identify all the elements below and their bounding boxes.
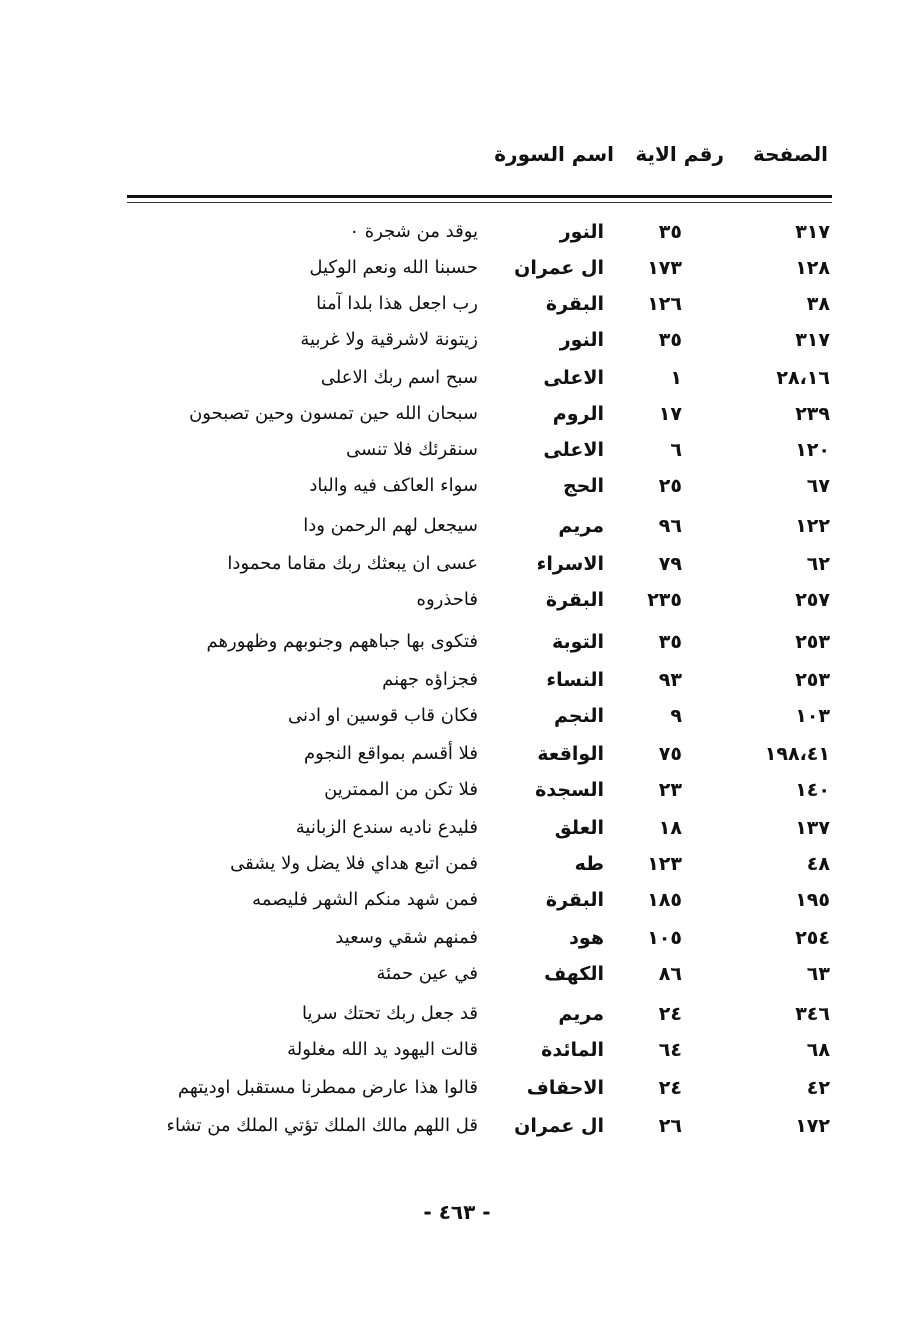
ayah-number-cell: ٧٥: [658, 743, 682, 765]
page-number-cell: ٦٣: [806, 963, 830, 985]
verse-text-cell: فكان قاب قوسين او ادنى: [287, 705, 478, 726]
surah-name-cell: الاعلى: [543, 367, 604, 389]
surah-name-cell: هود: [569, 927, 604, 949]
surah-name-cell: الاحقاف: [526, 1077, 604, 1099]
page-number-cell: ١٩٥: [795, 889, 830, 911]
ayah-number-cell: ٣٥: [658, 631, 682, 653]
verse-text-cell: قالوا هذا عارض ممطرنا مستقبل اوديتهم: [177, 1077, 478, 1098]
verse-text-cell: سنقرئك فلا تنسى: [345, 439, 478, 460]
ayah-number-cell: ٢٤: [658, 1003, 682, 1025]
surah-name-cell: طه: [574, 853, 604, 875]
table-row: [0, 508, 914, 544]
table-row: [0, 582, 914, 618]
page-number: - ٤٦٣ -: [423, 1200, 491, 1224]
table-row: [0, 810, 914, 846]
ayah-number-cell: ١٨: [658, 817, 682, 839]
page-number-cell: ٦٧: [806, 475, 830, 497]
page-number-cell: ٢٥٣: [795, 669, 830, 691]
table-row: [0, 286, 914, 322]
table-row: [0, 432, 914, 468]
verse-text-cell: زيتونة لاشرقية ولا غربية: [300, 329, 478, 350]
verse-text-cell: قل اللهم مالك الملك تؤتي الملك من تشاء: [166, 1115, 478, 1136]
ayah-number-cell: ١٠٥: [647, 927, 682, 949]
page-number-cell: ٣٨: [806, 293, 830, 315]
header-divider-thick: [127, 195, 832, 198]
surah-name-cell: الواقعة: [537, 743, 604, 765]
table-row: [0, 772, 914, 808]
page-number-cell: ١٧٢: [795, 1115, 830, 1137]
verse-text-cell: فاحذروه: [416, 589, 478, 610]
verse-text-cell: قالت اليهود يد الله مغلولة: [287, 1039, 478, 1060]
surah-name-cell: مريم: [558, 515, 604, 537]
verse-text-cell: يوقد من شجرة ٠: [349, 221, 478, 242]
table-row: [0, 624, 914, 660]
surah-name-cell: العلق: [554, 817, 604, 839]
header-page-column: الصفحة: [752, 142, 828, 166]
table-row: [0, 250, 914, 286]
ayah-number-cell: ٩: [670, 705, 682, 727]
verse-text-cell: فمن شهد منكم الشهر فليصمه: [252, 889, 478, 910]
table-row: [0, 662, 914, 698]
surah-name-cell: البقرة: [545, 889, 604, 911]
ayah-number-cell: ٢٣٥: [647, 589, 682, 611]
surah-name-cell: المائدة: [541, 1039, 604, 1061]
surah-name-cell: مريم: [558, 1003, 604, 1025]
page-number-cell: ١٠٣: [795, 705, 830, 727]
table-row: [0, 920, 914, 956]
table-row: [0, 214, 914, 250]
ayah-number-cell: ٨٦: [658, 963, 682, 985]
table-row: [0, 1108, 914, 1144]
verse-text-cell: فمن اتبع هداي فلا يضل ولا يشقى: [230, 853, 478, 874]
surah-name-cell: ال عمران: [514, 257, 604, 279]
table-row: [0, 1032, 914, 1068]
page-number-cell: ١٢٢: [795, 515, 830, 537]
surah-name-cell: البقرة: [545, 589, 604, 611]
verse-text-cell: سيجعل لهم الرحمن ودا: [303, 515, 478, 536]
page-number-cell: ٢٣٩: [795, 403, 830, 425]
surah-name-cell: الاسراء: [536, 553, 604, 575]
ayah-number-cell: ٢٥: [658, 475, 682, 497]
verse-text-cell: عسى ان يبعثك ربك مقاما محمودا: [227, 553, 478, 574]
ayah-number-cell: ٢٤: [658, 1077, 682, 1099]
verse-text-cell: فلا أقسم بمواقع النجوم: [303, 743, 478, 764]
ayah-number-cell: ٩٣: [658, 669, 682, 691]
surah-name-cell: البقرة: [545, 293, 604, 315]
page-number-cell: ٦٨: [806, 1039, 830, 1061]
verse-text-cell: فلا تكن من الممترين: [324, 779, 478, 800]
header-ayah-column: رقم الاية: [635, 142, 724, 166]
table-row: [0, 360, 914, 396]
surah-name-cell: التوبة: [552, 631, 604, 653]
page-number-cell: ٤٨: [806, 853, 830, 875]
ayah-number-cell: ٦٤: [658, 1039, 682, 1061]
page-number-cell: ١٩٨،٤١: [764, 743, 830, 765]
table-row: [0, 396, 914, 432]
ayah-number-cell: ٦: [670, 439, 682, 461]
table-row: [0, 846, 914, 882]
surah-name-cell: الكهف: [544, 963, 604, 985]
verse-text-cell: سبح اسم ربك الاعلى: [320, 367, 478, 388]
page-number-cell: ٣٤٦: [795, 1003, 830, 1025]
surah-name-cell: الحج: [562, 475, 604, 497]
verse-text-cell: فجزاؤه جهنم: [382, 669, 478, 690]
verse-text-cell: فليدع ناديه سندع الزبانية: [295, 817, 478, 838]
surah-name-cell: السجدة: [535, 779, 604, 801]
verse-text-cell: قد جعل ربك تحتك سريا: [302, 1003, 478, 1024]
ayah-number-cell: ١٢٦: [647, 293, 682, 315]
ayah-number-cell: ١٢٣: [647, 853, 682, 875]
verse-text-cell: سواء العاكف فيه والباد: [309, 475, 478, 496]
table-row: [0, 1070, 914, 1106]
surah-name-cell: النور: [559, 221, 604, 243]
table-row: [0, 322, 914, 358]
verse-text-cell: رب اجعل هذا بلدا آمنا: [316, 293, 478, 314]
surah-name-cell: ال عمران: [514, 1115, 604, 1137]
table-row: [0, 468, 914, 504]
page-number-cell: ٦٢: [806, 553, 830, 575]
ayah-number-cell: ٣٥: [658, 221, 682, 243]
ayah-number-cell: ٩٦: [658, 515, 682, 537]
surah-name-cell: النور: [559, 329, 604, 351]
surah-name-cell: الاعلى: [543, 439, 604, 461]
page-number-cell: ١٢٨: [795, 257, 830, 279]
ayah-number-cell: ١٧٣: [647, 257, 682, 279]
verse-text-cell: فتكوى بها جباههم وجنوبهم وظهورهم: [206, 631, 478, 652]
table-row: [0, 736, 914, 772]
surah-name-cell: الروم: [552, 403, 604, 425]
page-number-cell: ٤٢: [806, 1077, 830, 1099]
header-divider-thin: [127, 202, 832, 203]
page-number-cell: ٣١٧: [795, 221, 830, 243]
table-header: [0, 142, 914, 182]
page-number-cell: ٢٥٣: [795, 631, 830, 653]
page-number-cell: ١٤٠: [795, 779, 830, 801]
ayah-number-cell: ٢٣: [658, 779, 682, 801]
verse-text-cell: سبحان الله حين تمسون وحين تصبحون: [189, 403, 478, 424]
ayah-number-cell: ٢٦: [658, 1115, 682, 1137]
ayah-number-cell: ٣٥: [658, 329, 682, 351]
page-number-cell: ٢٨،١٦: [776, 367, 830, 389]
verse-text-cell: فمنهم شقي وسعيد: [335, 927, 478, 948]
verse-text-cell: في عين حمئة: [376, 963, 478, 984]
ayah-number-cell: ١٧: [658, 403, 682, 425]
table-row: [0, 698, 914, 734]
page-number-cell: ٢٥٤: [795, 927, 830, 949]
table-row: [0, 546, 914, 582]
surah-name-cell: النساء: [546, 669, 604, 691]
header-surah-column: اسم السورة: [494, 142, 614, 166]
surah-name-cell: النجم: [554, 705, 604, 727]
table-row: [0, 996, 914, 1032]
page-number-cell: ١٣٧: [795, 817, 830, 839]
page-number-cell: ٢٥٧: [795, 589, 830, 611]
page-number-cell: ١٢٠: [795, 439, 830, 461]
verse-text-cell: حسبنا الله ونعم الوكيل: [309, 257, 478, 278]
table-row: [0, 882, 914, 918]
ayah-number-cell: ١: [670, 367, 682, 389]
ayah-number-cell: ٧٩: [658, 553, 682, 575]
page-number-cell: ٣١٧: [795, 329, 830, 351]
table-row: [0, 956, 914, 992]
ayah-number-cell: ١٨٥: [647, 889, 682, 911]
